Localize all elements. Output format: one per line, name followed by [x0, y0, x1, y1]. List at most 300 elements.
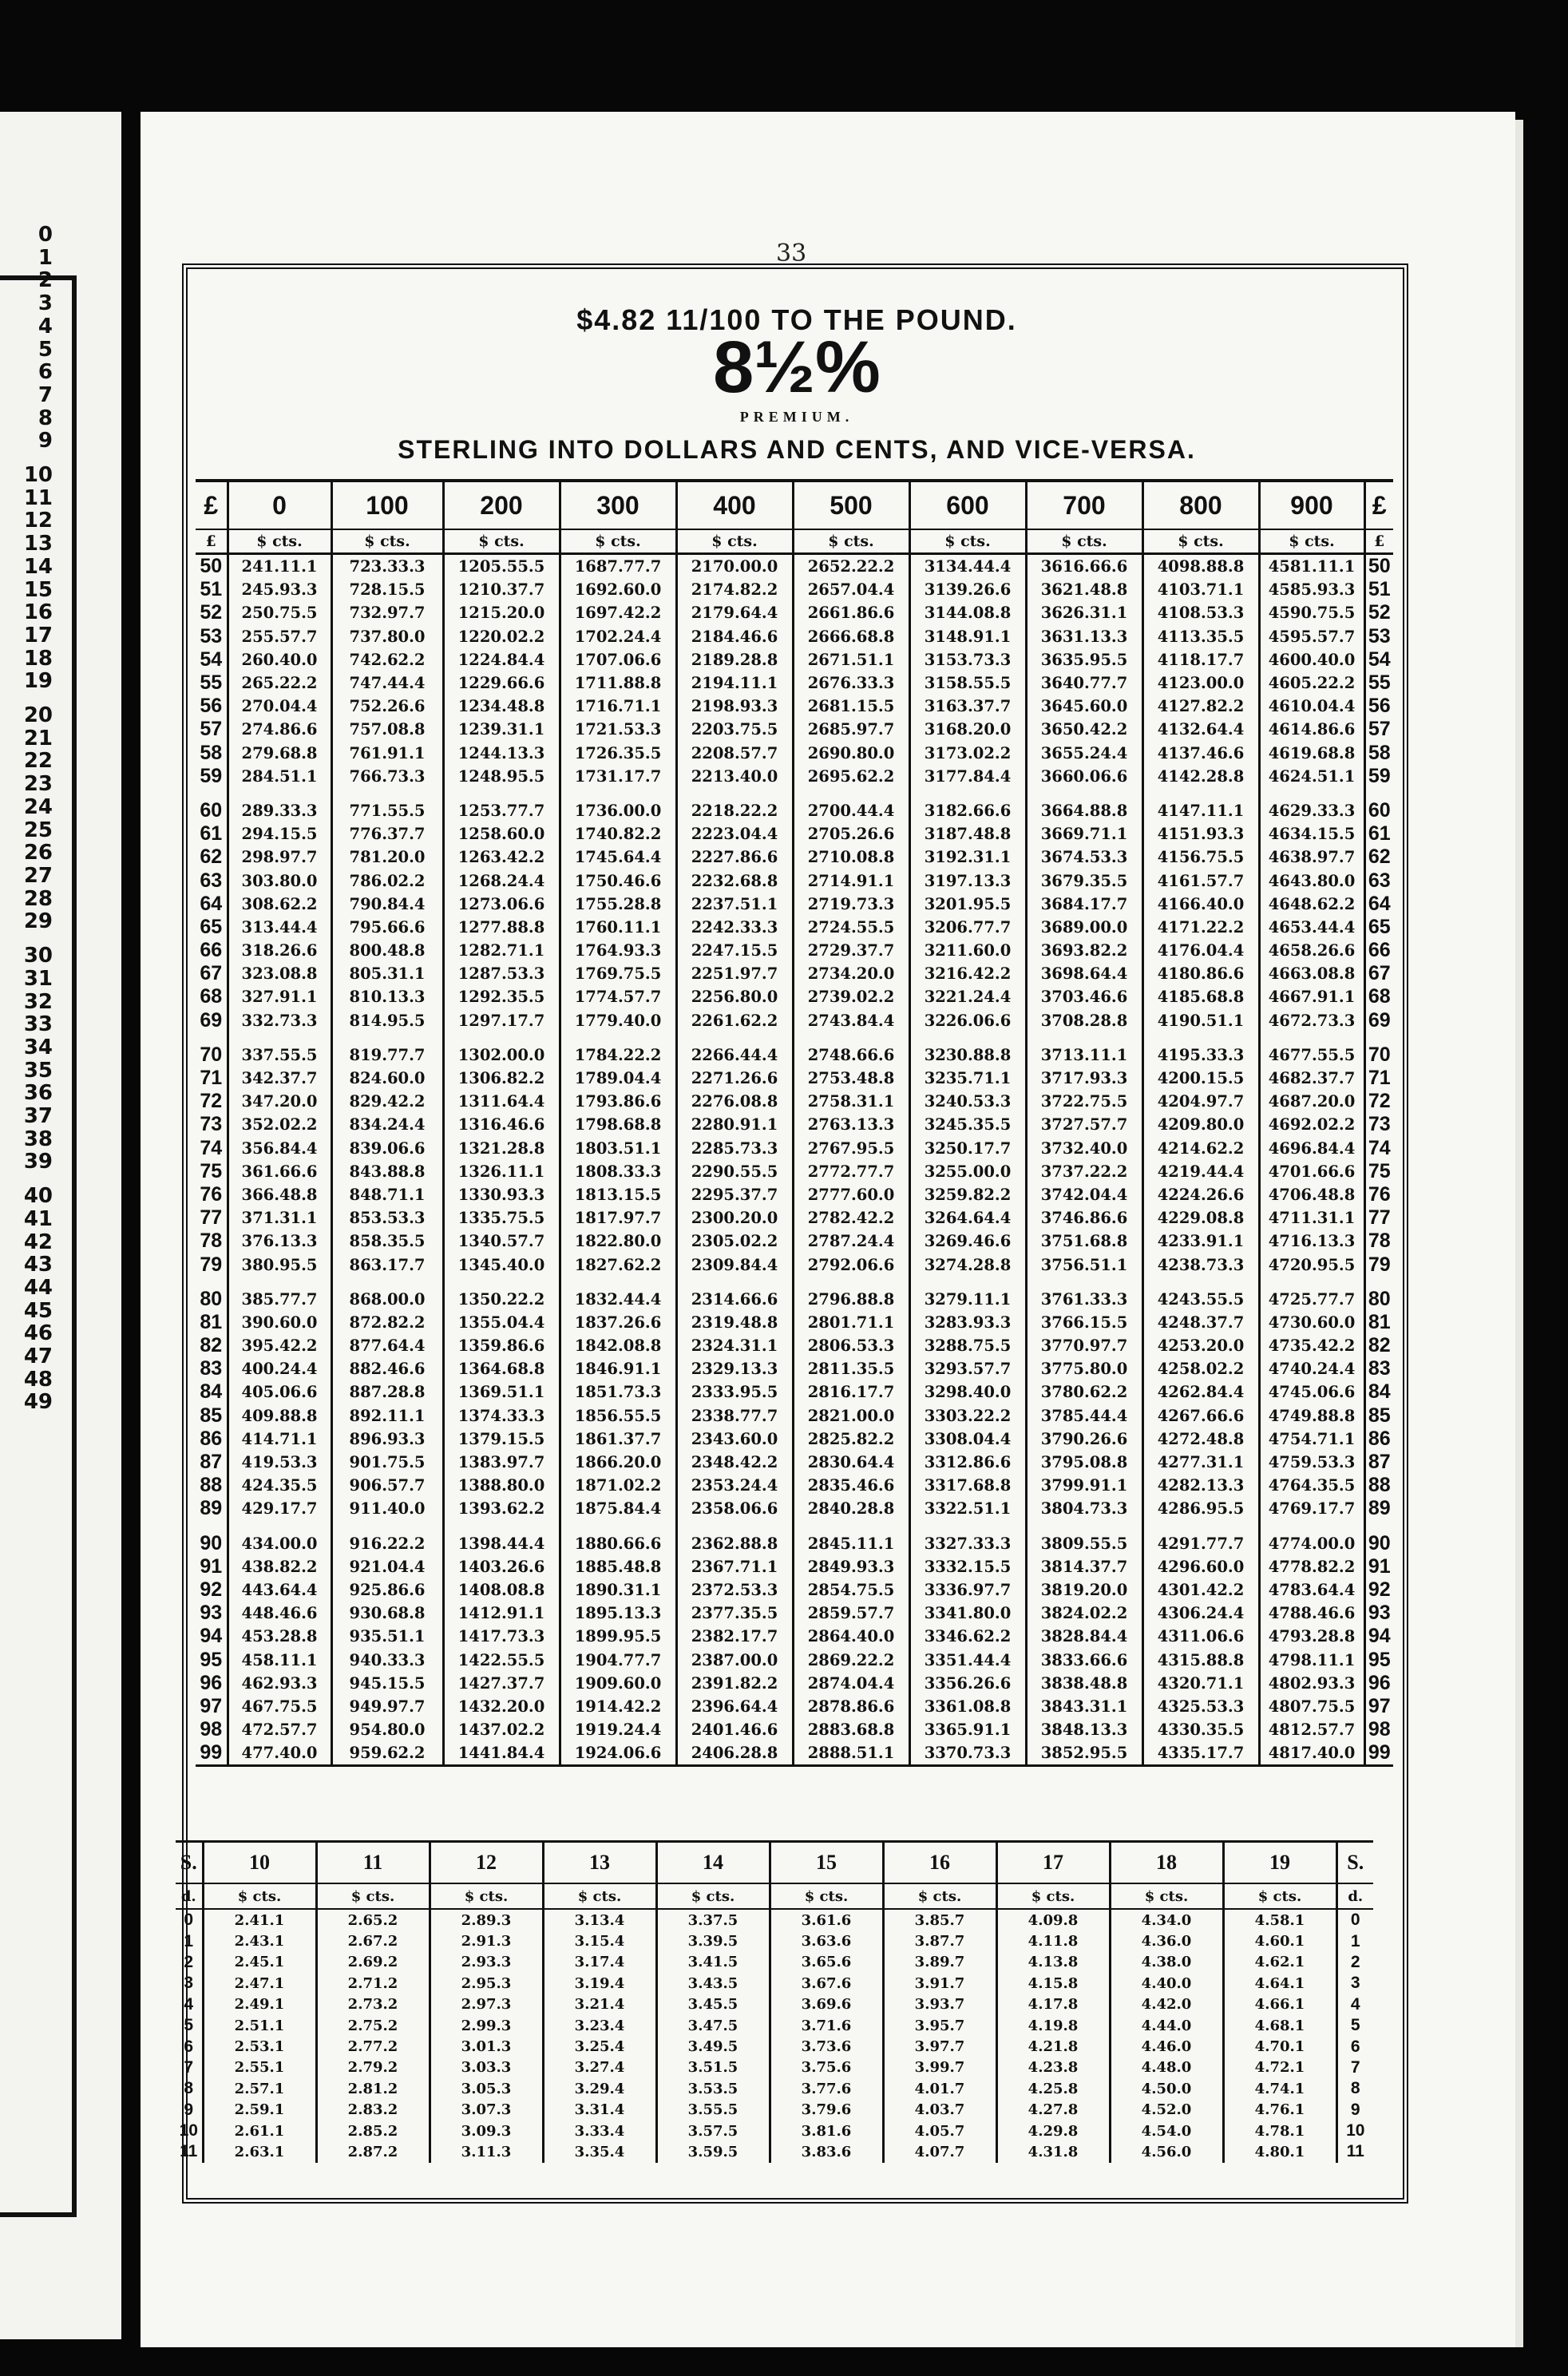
dollar-value: 4098.88.8 [1142, 554, 1259, 579]
dollar-value: 467.75.5 [228, 1695, 331, 1718]
dollar-value: 3727.57.7 [1026, 1113, 1142, 1136]
gap-cell [560, 1032, 676, 1043]
dollar-value: 4614.86.6 [1259, 718, 1364, 741]
dollar-value: 906.57.7 [331, 1474, 443, 1497]
dollar-value: 3211.60.0 [909, 939, 1026, 962]
table-row [196, 1009, 1393, 1032]
shilling-column-header: 15 [770, 1842, 883, 1884]
dollar-value: 4311.06.6 [1142, 1625, 1259, 1648]
dollar-value: 3775.80.0 [1026, 1357, 1142, 1380]
row-group-gap [196, 1277, 1393, 1288]
pound-amount: 64 [200, 892, 223, 915]
dollar-value: 1412.91.1 [443, 1602, 560, 1625]
dollar-value: 1359.86.6 [443, 1334, 560, 1357]
shilling-corner-label: S. [1336, 1842, 1373, 1884]
dollar-value: 3.75.6 [770, 2057, 883, 2078]
dollar-value: 332.73.3 [228, 1009, 331, 1032]
dollar-value: 3226.06.6 [909, 1009, 1026, 1032]
gap-cell [1026, 1521, 1142, 1532]
dollars-cents-label: $ cts. [883, 1883, 996, 1909]
pound-amount: 67 [200, 962, 223, 985]
previous-page-number: 46 [23, 1321, 53, 1346]
dollar-value: 4672.73.3 [1259, 1009, 1364, 1032]
dollar-value: 935.51.1 [331, 1625, 443, 1648]
dollar-value: 4.48.0 [1110, 2057, 1223, 2078]
table-row [196, 1357, 1393, 1380]
dollar-value: 945.15.5 [331, 1672, 443, 1695]
pound-amount: 50 [1364, 554, 1393, 579]
dollar-value: 3848.13.3 [1026, 1718, 1142, 1741]
dollar-value: 3635.95.5 [1026, 648, 1142, 671]
dollar-value: 2796.88.8 [793, 1288, 909, 1311]
dollar-value: 4180.86.6 [1142, 962, 1259, 985]
dollar-value: 723.33.3 [331, 554, 443, 579]
dollar-value: 1277.88.8 [443, 916, 560, 939]
table-row [196, 718, 1393, 741]
pound-amount: 52 [1364, 601, 1393, 624]
dollar-value: 4725.77.7 [1259, 1288, 1364, 1311]
pound-amount: 87 [200, 1451, 223, 1474]
pound-amount: 70 [200, 1043, 223, 1066]
dollar-value: 250.75.5 [228, 601, 331, 624]
dollar-value: 4.21.8 [996, 2036, 1110, 2057]
dollar-value: 3336.97.7 [909, 1578, 1026, 1602]
pound-amount: 73 [200, 1113, 223, 1136]
dollar-value: 3322.51.1 [909, 1497, 1026, 1520]
dollar-value: 3785.44.4 [1026, 1404, 1142, 1428]
dollar-value: 3.73.6 [770, 2036, 883, 2057]
dollar-value: 1740.82.2 [560, 822, 676, 845]
dollar-value: 303.80.0 [228, 869, 331, 892]
dollars-cents-label: $ cts. [656, 1883, 770, 1909]
dollar-value: 4.34.0 [1110, 1909, 1223, 1930]
dollar-value: 3.31.4 [543, 2100, 656, 2121]
dollar-value: 949.97.7 [331, 1695, 443, 1718]
gap-cell [331, 1521, 443, 1532]
dollar-value: 1909.60.0 [560, 1672, 676, 1695]
dollar-value: 4711.31.1 [1259, 1206, 1364, 1230]
dollar-value: 2801.71.1 [793, 1311, 909, 1334]
dollar-value: 1895.13.3 [560, 1602, 676, 1625]
previous-page-number: 37 [23, 1104, 53, 1129]
gap-cell [331, 1277, 443, 1288]
dollar-value: 824.60.0 [331, 1067, 443, 1090]
dollar-value: 4142.28.8 [1142, 765, 1259, 788]
dollar-value: 2782.42.2 [793, 1206, 909, 1230]
table-row [196, 648, 1393, 671]
dollar-value: 4330.35.5 [1142, 1718, 1259, 1741]
dollar-value: 1369.51.1 [443, 1380, 560, 1404]
dollar-value: 448.46.6 [228, 1602, 331, 1625]
dollar-value: 1417.73.3 [443, 1625, 560, 1648]
pence-amount: 4 [1336, 1994, 1373, 2015]
pound-amount: 53 [1364, 625, 1393, 648]
dollar-value: 2830.64.4 [793, 1451, 909, 1474]
dollar-value: 3283.93.3 [909, 1311, 1026, 1334]
dollar-value: 2358.06.6 [676, 1497, 793, 1520]
pound-amount: 51 [1364, 578, 1393, 601]
pence-amount: 0 [1336, 1909, 1373, 1930]
dollar-value: 1721.53.3 [560, 718, 676, 741]
dollar-value: 1919.24.4 [560, 1718, 676, 1741]
dollar-value: 380.95.5 [228, 1253, 331, 1276]
dollar-value: 3134.44.4 [909, 554, 1026, 579]
pence-amount: 3 [184, 1974, 194, 1993]
pound-column-header: 500 [793, 481, 909, 529]
table-row [196, 1532, 1393, 1555]
dollar-value: 3.07.3 [430, 2100, 543, 2121]
dollar-value: 3790.26.6 [1026, 1428, 1142, 1451]
dollar-value: 1846.91.1 [560, 1357, 676, 1380]
dollar-value: 4.76.1 [1223, 2100, 1336, 2121]
dollar-value: 2170.00.0 [676, 554, 793, 579]
dollar-value: 1803.51.1 [560, 1137, 676, 1160]
dollar-value: 848.71.1 [331, 1183, 443, 1206]
pence-amount: 2 [184, 1952, 194, 1971]
dollar-value: 2.43.1 [203, 1930, 316, 1951]
table-row [196, 1311, 1393, 1334]
dollar-value: 4.44.0 [1110, 2015, 1223, 2036]
shilling-column-header: 17 [996, 1842, 1110, 1884]
dollar-value: 4.42.0 [1110, 1994, 1223, 2015]
dollar-value: 4272.48.8 [1142, 1428, 1259, 1451]
pound-amount: 94 [200, 1625, 223, 1648]
dollar-value: 1711.88.8 [560, 671, 676, 695]
dollar-value: 1408.08.8 [443, 1578, 560, 1602]
dollar-value: 1716.71.1 [560, 695, 676, 718]
dollar-value: 4783.64.4 [1259, 1578, 1364, 1602]
dollar-value: 4108.53.3 [1142, 601, 1259, 624]
dollar-value: 472.57.7 [228, 1718, 331, 1741]
dollar-value: 4648.62.2 [1259, 893, 1364, 916]
gap-cell [1142, 1032, 1259, 1043]
dollar-value: 3.71.6 [770, 2015, 883, 2036]
dollar-value: 2.65.2 [316, 1909, 430, 1930]
dollar-value: 4166.40.0 [1142, 893, 1259, 916]
dollar-value: 3698.64.4 [1026, 962, 1142, 985]
dollar-value: 3616.66.6 [1026, 554, 1142, 579]
dollar-value: 2787.24.4 [793, 1230, 909, 1253]
dollar-value: 2343.60.0 [676, 1428, 793, 1451]
table-row [176, 1909, 1373, 1930]
dollar-value: 2729.37.7 [793, 939, 909, 962]
pence-amount: 8 [1336, 2078, 1373, 2099]
pence-amount: 3 [1336, 1973, 1373, 1994]
previous-page-number: 7 [38, 382, 53, 407]
dollar-value: 4195.33.3 [1142, 1043, 1259, 1067]
dollar-value: 3640.77.7 [1026, 671, 1142, 695]
pound-amount: 85 [200, 1404, 223, 1427]
table-row [196, 1090, 1393, 1113]
gap-cell [1259, 1032, 1364, 1043]
dollar-value: 2280.91.1 [676, 1113, 793, 1136]
dollar-value: 4759.53.3 [1259, 1451, 1364, 1474]
dollar-value: 2179.64.4 [676, 601, 793, 624]
dollar-value: 4610.04.4 [1259, 695, 1364, 718]
dollar-value: 4.31.8 [996, 2141, 1110, 2162]
dollar-value: 2256.80.0 [676, 985, 793, 1008]
dollar-value: 2825.82.2 [793, 1428, 909, 1451]
dollar-value: 1244.13.3 [443, 742, 560, 765]
pound-amount: 61 [1364, 822, 1393, 845]
table-row [176, 2078, 1373, 2099]
pound-amount: 82 [200, 1334, 223, 1357]
dollar-value: 265.22.2 [228, 671, 331, 695]
dollar-value: 2237.51.1 [676, 893, 793, 916]
dollar-value: 3732.40.0 [1026, 1137, 1142, 1160]
dollar-value: 4118.17.7 [1142, 648, 1259, 671]
dollar-value: 3.01.3 [430, 2036, 543, 2057]
dollar-value: 443.64.4 [228, 1578, 331, 1602]
pound-amount: 87 [1364, 1451, 1393, 1474]
dollar-value: 337.55.5 [228, 1043, 331, 1067]
dollar-value: 2753.48.8 [793, 1067, 909, 1090]
gap-cell [909, 1277, 1026, 1288]
dollar-value: 3269.46.6 [909, 1230, 1026, 1253]
dollar-value: 3245.35.5 [909, 1113, 1026, 1136]
dollar-value: 752.26.6 [331, 695, 443, 718]
dollar-value: 3201.95.5 [909, 893, 1026, 916]
dollar-value: 4.40.0 [1110, 1973, 1223, 1994]
pence-amount: 10 [1336, 2121, 1373, 2141]
pence-amount: 4 [184, 1994, 194, 2014]
pound-amount: 99 [196, 1741, 228, 1766]
dollar-value: 2743.84.4 [793, 1009, 909, 1032]
previous-page-number: 28 [23, 886, 53, 911]
pound-amount: 65 [200, 915, 223, 938]
dollar-value: 4233.91.1 [1142, 1230, 1259, 1253]
gap-cell [331, 788, 443, 799]
dollar-value: 2.41.1 [203, 1909, 316, 1930]
dollar-value: 4.17.8 [996, 1994, 1110, 2015]
dollar-value: 3809.55.5 [1026, 1532, 1142, 1555]
dollar-value: 342.37.7 [228, 1067, 331, 1090]
dollar-value: 4.50.0 [1110, 2078, 1223, 2099]
dollar-value: 1330.93.3 [443, 1183, 560, 1206]
dollar-value: 4605.22.2 [1259, 671, 1364, 695]
dollar-value: 4716.13.3 [1259, 1230, 1364, 1253]
dollar-value: 1224.84.4 [443, 648, 560, 671]
previous-page-number: 26 [23, 841, 53, 865]
dollar-value: 3.45.5 [656, 1994, 770, 2015]
dollar-value: 3274.28.8 [909, 1253, 1026, 1276]
dollars-cents-label: $ cts. [1142, 529, 1259, 554]
dollar-value: 2864.40.0 [793, 1625, 909, 1648]
dollar-value: 3.79.6 [770, 2100, 883, 2121]
dollar-value: 3365.91.1 [909, 1718, 1026, 1741]
pound-amount: 89 [1364, 1497, 1393, 1520]
dollar-value: 3655.24.4 [1026, 742, 1142, 765]
previous-page-number: 34 [23, 1035, 53, 1059]
dollar-value: 4335.17.7 [1142, 1741, 1259, 1766]
table-row [196, 939, 1393, 962]
dollar-value: 1229.66.6 [443, 671, 560, 695]
dollar-value: 2652.22.2 [793, 554, 909, 579]
dollar-value: 2271.26.6 [676, 1067, 793, 1090]
dollar-value: 3751.68.8 [1026, 1230, 1142, 1253]
dollar-value: 1736.00.0 [560, 799, 676, 822]
previous-page-number: 32 [23, 989, 53, 1014]
dollar-value: 4258.02.2 [1142, 1357, 1259, 1380]
dollar-value: 3.23.4 [543, 2015, 656, 2036]
dollar-value: 3.13.4 [543, 1909, 656, 1930]
gap-cell [676, 788, 793, 799]
dollar-value: 376.13.3 [228, 1230, 331, 1253]
dollar-value: 3660.06.6 [1026, 765, 1142, 788]
dollar-value: 3.97.7 [883, 2036, 996, 2057]
dollar-value: 1904.77.7 [560, 1648, 676, 1671]
dollar-value: 3370.73.3 [909, 1741, 1026, 1766]
dollar-value: 2208.57.7 [676, 742, 793, 765]
pound-amount: 59 [200, 764, 223, 787]
dollar-value: 2333.95.5 [676, 1380, 793, 1404]
pound-amount: 50 [200, 555, 223, 578]
table-row [196, 1288, 1393, 1311]
table-row [196, 1497, 1393, 1520]
dollar-value: 3804.73.3 [1026, 1497, 1142, 1520]
dollars-cents-label: $ cts. [443, 529, 560, 554]
dollar-value: 4200.15.5 [1142, 1067, 1259, 1090]
dollar-value: 747.44.4 [331, 671, 443, 695]
dollar-value: 3689.00.0 [1026, 916, 1142, 939]
pound-amount: 91 [1364, 1555, 1393, 1578]
gap-cell [1364, 1521, 1393, 1532]
table-row [196, 765, 1393, 788]
dollar-value: 1340.57.7 [443, 1230, 560, 1253]
dollar-value: 323.08.8 [228, 962, 331, 985]
dollar-value: 4.66.1 [1223, 1994, 1336, 2015]
dollar-value: 3332.15.5 [909, 1555, 1026, 1578]
dollar-value: 3770.97.7 [1026, 1334, 1142, 1357]
pence-amount: 6 [1336, 2036, 1373, 2057]
previous-page-number: 11 [23, 485, 53, 510]
dollar-value: 1297.17.7 [443, 1009, 560, 1032]
dollar-value: 4.05.7 [883, 2121, 996, 2141]
table-row [196, 845, 1393, 869]
pound-amount: 79 [1364, 1253, 1393, 1276]
gap-cell [196, 788, 228, 799]
pound-amount: 90 [200, 1531, 223, 1554]
table-row [176, 2036, 1373, 2057]
previous-page-number: 30 [23, 944, 53, 968]
pence-amount: 9 [1336, 2100, 1373, 2121]
dollar-value: 2758.31.1 [793, 1090, 909, 1113]
dollar-value: 2285.73.3 [676, 1137, 793, 1160]
dollar-value: 3.99.7 [883, 2057, 996, 2078]
dollar-value: 3177.84.4 [909, 765, 1026, 788]
dollar-value: 366.48.8 [228, 1183, 331, 1206]
dollar-value: 1239.31.1 [443, 718, 560, 741]
dollar-value: 4325.53.3 [1142, 1695, 1259, 1718]
dollars-cents-label: $ cts. [770, 1883, 883, 1909]
pound-amount: 63 [1364, 869, 1393, 892]
previous-page-number: 14 [23, 554, 53, 579]
pound-amount: 98 [200, 1718, 223, 1741]
dollars-cents-label: $ cts. [203, 1883, 316, 1909]
previous-page-number: 39 [23, 1150, 53, 1174]
dollar-value: 318.26.6 [228, 939, 331, 962]
dollar-value: 2845.11.1 [793, 1532, 909, 1555]
dollar-value: 1379.15.5 [443, 1428, 560, 1451]
dollar-value: 1813.15.5 [560, 1183, 676, 1206]
dollar-value: 4619.68.8 [1259, 742, 1364, 765]
dollar-value: 1731.17.7 [560, 765, 676, 788]
previous-page-number: 25 [23, 818, 53, 842]
pound-amount: 66 [200, 939, 223, 962]
dollar-value: 3327.33.3 [909, 1532, 1026, 1555]
pound-amount: 85 [1364, 1404, 1393, 1428]
previous-page-number: 18 [23, 646, 53, 671]
pound-amount: 93 [200, 1602, 223, 1625]
table-row [176, 2100, 1373, 2121]
dollar-value: 2878.86.6 [793, 1695, 909, 1718]
dollar-value: 1702.24.4 [560, 625, 676, 648]
dollar-value: 2.83.2 [316, 2100, 430, 2121]
previous-page-number-column [5, 224, 53, 1414]
dollar-value: 2.89.3 [430, 1909, 543, 1930]
dollars-cents-label: $ cts. [316, 1883, 430, 1909]
pound-amount: 83 [1364, 1357, 1393, 1380]
dollar-value: 3746.86.6 [1026, 1206, 1142, 1230]
dollar-value: 3.29.4 [543, 2078, 656, 2099]
dollar-value: 2295.37.7 [676, 1183, 793, 1206]
previous-page-number: 20 [23, 703, 53, 728]
dollar-value: 1832.44.4 [560, 1288, 676, 1311]
previous-page-number: 45 [23, 1298, 53, 1323]
dollar-value: 434.00.0 [228, 1532, 331, 1555]
dollar-value: 4812.57.7 [1259, 1718, 1364, 1741]
dollar-value: 4190.51.1 [1142, 1009, 1259, 1032]
dollar-value: 3293.57.7 [909, 1357, 1026, 1380]
dollar-value: 1827.62.2 [560, 1253, 676, 1276]
dollar-value: 2.51.1 [203, 2015, 316, 2036]
pound-amount: 88 [1364, 1474, 1393, 1497]
dollar-value: 810.13.3 [331, 985, 443, 1008]
dollar-value: 4.25.8 [996, 2078, 1110, 2099]
table-row [196, 1160, 1393, 1183]
dollar-value: 2.87.2 [316, 2141, 430, 2162]
dollar-value: 3153.73.3 [909, 648, 1026, 671]
dollar-value: 1441.84.4 [443, 1741, 560, 1766]
pound-amount: 58 [200, 741, 223, 764]
pound-amount: 86 [200, 1427, 223, 1450]
dollar-value: 1875.84.4 [560, 1497, 676, 1520]
exchange-rate-heading: $4.82 11/100 TO THE POUND. [576, 303, 1017, 336]
dollar-value: 1914.42.2 [560, 1695, 676, 1718]
dollar-value: 4788.46.6 [1259, 1602, 1364, 1625]
pence-amount: 1 [1336, 1930, 1373, 1951]
pound-amount: 97 [1364, 1695, 1393, 1718]
table-row [176, 1973, 1373, 1994]
dollar-value: 4692.02.2 [1259, 1113, 1364, 1136]
dollar-value: 2276.08.8 [676, 1090, 793, 1113]
dollar-value: 2763.13.3 [793, 1113, 909, 1136]
dollars-cents-label: $ cts. [793, 529, 909, 554]
dollar-value: 2821.00.0 [793, 1404, 909, 1428]
pound-amount: 77 [200, 1206, 223, 1230]
gap-cell [676, 1521, 793, 1532]
dollar-value: 1866.20.0 [560, 1451, 676, 1474]
dollars-cents-label: $ cts. [909, 529, 1026, 554]
dollar-value: 2.73.2 [316, 1994, 430, 2015]
dollar-value: 4.62.1 [1223, 1952, 1336, 1973]
gap-cell [676, 1277, 793, 1288]
dollar-value: 1890.31.1 [560, 1578, 676, 1602]
previous-page-number: 24 [23, 794, 53, 819]
dollars-cents-label: $ cts. [1223, 1883, 1336, 1909]
pound-amount: 88 [200, 1474, 223, 1497]
dollar-value: 4.58.1 [1223, 1909, 1336, 1930]
